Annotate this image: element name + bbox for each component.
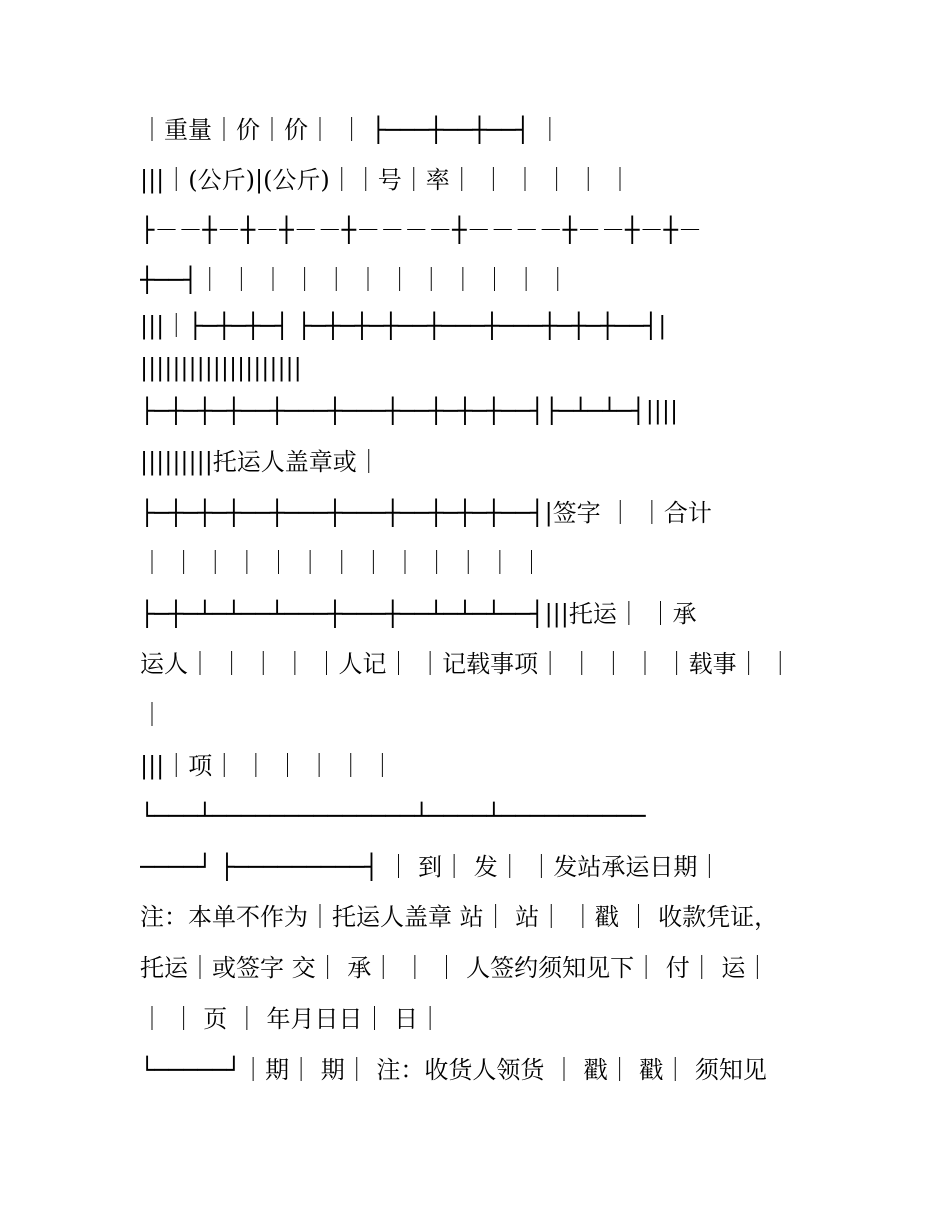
form-line-07: ├─┼─┼─┼──┼───┼───┼──┼─┼─┼──┤├─┴─┴─┤|||| [140, 397, 679, 425]
form-line-11: ├─┼─┴─┴──┴───┼───┼──┴─┴─┴──┤|||托运｜ ｜承 [140, 600, 697, 628]
form-line-02: |||｜(公斤)|(公斤)｜｜号｜率｜ ｜ ｜ ｜ ｜ ｜ [140, 166, 632, 194]
form-line-14: |||｜项｜ ｜ ｜ ｜ ｜ ｜ [140, 752, 395, 780]
form-line-17: 注：本单不作为｜托运人盖章 站｜ 站｜ ｜戳 ｜ 收款凭证， [140, 903, 779, 931]
form-line-13: ｜ [140, 701, 164, 729]
form-line-03: ├－－┼－┼－┼－－┼－－－－┼－－－－┼－－┼－┼－ [140, 216, 703, 244]
form-line-09: ├─┼─┼─┼──┼───┼───┼──┼─┼─┼──┤|签字 ｜ ｜合计 [140, 499, 712, 527]
form-line-20: └─────┘｜期｜ 期｜ 注：收货人领货 ｜ 戳｜ 戳｜ 须知见 [140, 1056, 767, 1084]
form-line-08: |||||||||托运人盖章或｜ [140, 448, 381, 476]
form-line-19: ｜ ｜ 页 ｜ 年月日日｜ 日｜ [140, 1005, 443, 1033]
form-line-18: 托运｜或签字 交｜ 承｜ ｜ ｜ 人签约须知见下｜ 付｜ 运｜ [140, 954, 770, 982]
form-line-15: └───┴──────────────┴────┴────────── [140, 802, 646, 830]
form-line-05: |||｜├─┼─┼─┤ ├─┼─┼─┼──┼───┼───┼─┼─┼──┤| [140, 312, 667, 340]
form-line-06: |||||||||||||||||||| [140, 354, 302, 382]
form-line-10: ｜ ｜ ｜ ｜ ｜ ｜ ｜ ｜ ｜ ｜ ｜ ｜ ｜ [140, 549, 544, 577]
form-line-01: ｜重量｜价｜价｜ ｜ ├───┼──┼──┤ ｜ [140, 116, 562, 144]
form-line-12: 运人｜ ｜ ｜ ｜ ｜人记｜ ｜记载事项｜ ｜ ｜ ｜ ｜载事｜ ｜ [140, 650, 793, 678]
form-line-04: ┼──┤｜ ｜ ｜ ｜ ｜ ｜ ｜ ｜ ｜ ｜ ｜ ｜ [140, 266, 570, 294]
form-line-16: ────┘ ├─────────┤ ｜ 到｜ 发｜ ｜发站承运日期｜ [140, 853, 722, 881]
